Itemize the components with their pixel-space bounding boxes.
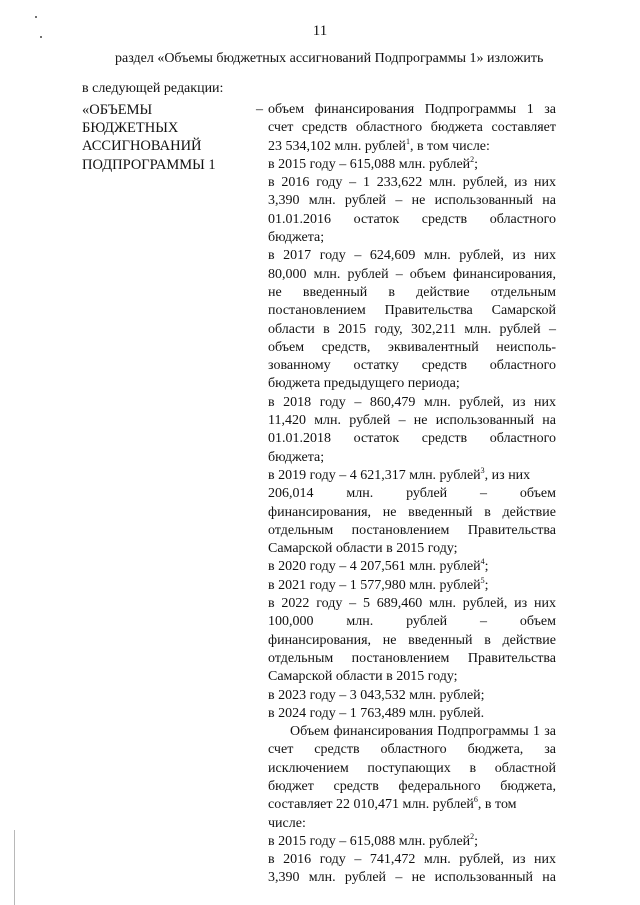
text-line	[268, 375, 556, 393]
scan-edge-line	[14, 830, 15, 905]
text-line	[268, 540, 556, 558]
financing-text	[268, 101, 556, 888]
text-line-main: в 2019 году – 4 621,317 млн. рублей	[268, 467, 481, 483]
text-line	[268, 760, 556, 778]
text-line-main: отдельным постановлением Правительства	[268, 650, 556, 666]
section-title-line: БЮДЖЕТНЫХ	[82, 120, 179, 137]
text-line	[268, 869, 556, 887]
text-line-tail: , из них	[484, 467, 531, 483]
text-line-main: финансирования, не введенный в действие	[268, 632, 556, 648]
text-line-main: не введенный в действие отдельным	[268, 284, 556, 300]
text-line	[268, 815, 556, 833]
text-line	[268, 302, 556, 320]
text-line-tail: , в том числе:	[409, 138, 490, 154]
text-line	[268, 357, 556, 375]
text-line	[268, 174, 556, 192]
footnote-marker: 3	[480, 465, 485, 475]
text-line	[268, 119, 556, 137]
section-title-line: АССИГНОВАНИЙ	[82, 138, 202, 155]
text-line	[268, 778, 556, 796]
text-line	[268, 504, 556, 522]
page-number: 11	[312, 23, 328, 39]
text-line-main: составляет 22 010,471 млн. рублей	[268, 797, 474, 813]
text-line-main: в 2022 году – 5 689,460 млн. рублей, из них	[268, 596, 556, 612]
text-line-main: в 2023 году – 3 043,532 млн. рублей;	[268, 687, 485, 703]
footnote-marker: 6	[473, 795, 478, 805]
text-line	[268, 705, 556, 723]
text-line-tail: ;	[484, 559, 489, 575]
text-line	[268, 467, 556, 485]
text-line-main: в 2021 году – 1 577,980 млн. рублей	[268, 577, 481, 593]
footnote-marker: 5	[480, 575, 485, 585]
text-line-main: финансирования, не введенный в действие	[268, 504, 556, 520]
text-line-main: в 2018 году – 860,479 млн. рублей, из них	[268, 394, 556, 410]
text-line-main: в 2020 году – 4 207,561 млн. рублей	[268, 559, 481, 575]
section-title	[82, 101, 242, 174]
text-line-main: в 2015 году – 615,088 млн. рублей	[268, 833, 471, 849]
text-line	[268, 321, 556, 339]
text-line	[268, 449, 556, 467]
text-line-main: 80,000 млн. рублей – объем финансирования,	[268, 266, 556, 282]
text-line	[268, 650, 556, 668]
text-line-main: в 2016 году – 1 233,622 млн. рублей, из них	[268, 175, 556, 191]
text-line	[268, 613, 556, 631]
text-line	[268, 741, 556, 759]
text-line	[268, 632, 556, 650]
text-line-main: объем средств, эквивалентный неисполь-	[268, 339, 556, 355]
text-line-main: 3,390 млн. рублей – не использованный на	[268, 870, 556, 886]
text-line	[268, 192, 556, 210]
text-line	[268, 339, 556, 357]
text-line-main: в 2015 году – 615,088 млн. рублей	[268, 156, 471, 172]
text-line-tail: ;	[474, 833, 479, 849]
text-line-main: исключением поступающих в областной	[268, 760, 556, 776]
text-line-main: бюджета;	[268, 230, 325, 246]
text-line	[268, 522, 556, 540]
text-line-main: бюджета предыдущего периода;	[268, 376, 460, 392]
text-line	[268, 430, 556, 448]
text-line	[268, 668, 556, 686]
text-line	[268, 595, 556, 613]
text-line	[268, 577, 556, 595]
text-line-main: 100,000 млн. рублей – объем	[268, 614, 556, 630]
text-line-main: бюджета;	[268, 449, 325, 465]
text-line	[268, 247, 556, 265]
text-line	[268, 687, 556, 705]
text-line	[268, 485, 556, 503]
footnote-marker: 4	[480, 557, 485, 567]
text-line-main: зованному остатку средств областного	[268, 358, 556, 374]
intro-line-2: в следующей редакции:	[82, 81, 224, 96]
text-line-main: числе:	[268, 815, 306, 831]
text-line-main: 01.01.2016 остаток средств областного	[268, 211, 556, 227]
text-line-main: в 2017 году – 624,609 млн. рублей, из них	[268, 248, 556, 264]
text-line-main: 11,420 млн. рублей – не использованный на	[268, 413, 556, 429]
text-line	[268, 412, 556, 430]
text-line-main: в 2016 году – 741,472 млн. рублей, из них	[268, 852, 556, 868]
text-line	[268, 833, 556, 851]
text-line-main: отдельным постановлением Правительства	[268, 522, 556, 538]
text-line-main: бюджет средств федерального бюджета,	[268, 778, 556, 794]
footnote-marker: 2	[470, 154, 475, 164]
text-line	[268, 156, 556, 174]
text-line-tail: ;	[484, 577, 489, 593]
text-line-main: Самарской области в 2015 году;	[268, 669, 458, 685]
text-line	[268, 394, 556, 412]
text-line	[268, 558, 556, 576]
text-line-main: Объем финансирования Подпрограммы 1 за	[290, 724, 556, 740]
text-line-main: в 2024 году – 1 763,489 млн. рублей.	[268, 705, 485, 721]
text-line	[268, 284, 556, 302]
text-line-main: Самарской области в 2015 году;	[268, 541, 458, 557]
text-line-tail: , в том	[477, 797, 517, 813]
text-line-main: счет средств областного бюджета, за	[268, 742, 556, 758]
text-line	[268, 851, 556, 869]
text-line-main: объем финансирования Подпрограммы 1 за	[268, 102, 556, 117]
text-line	[268, 723, 556, 741]
text-line	[268, 101, 556, 119]
footnote-marker: 1	[405, 136, 410, 146]
section-title-line: «ОБЪЕМЫ	[82, 102, 153, 118]
text-line-main: 23 534,102 млн. рублей	[268, 138, 406, 154]
text-line-main: 01.01.2018 остаток средств областного	[268, 431, 556, 447]
text-line-main: 206,014 млн. рублей – объем	[268, 486, 556, 502]
text-line-main: счет средств областного бюджета составляет	[268, 120, 556, 136]
scan-speck	[35, 16, 37, 18]
list-dash: –	[256, 102, 263, 117]
text-line-main: области в 2015 году, 302,211 млн. рублей –	[268, 321, 556, 337]
section-title-line: ПОДПРОГРАММЫ 1	[82, 156, 216, 173]
text-line	[268, 229, 556, 247]
text-line	[268, 266, 556, 284]
text-line	[268, 211, 556, 229]
text-line	[268, 138, 556, 156]
footnote-marker: 2	[470, 831, 475, 841]
intro-line-1: раздел «Объемы бюджетных ассигнований Подпрограммы 1» изложить	[115, 51, 544, 66]
text-line-tail: ;	[474, 156, 479, 172]
text-line-main: постановлением Правительства Самарской	[268, 303, 556, 319]
text-line	[268, 796, 556, 814]
text-line-main: 3,390 млн. рублей – не использованный на	[268, 193, 556, 209]
